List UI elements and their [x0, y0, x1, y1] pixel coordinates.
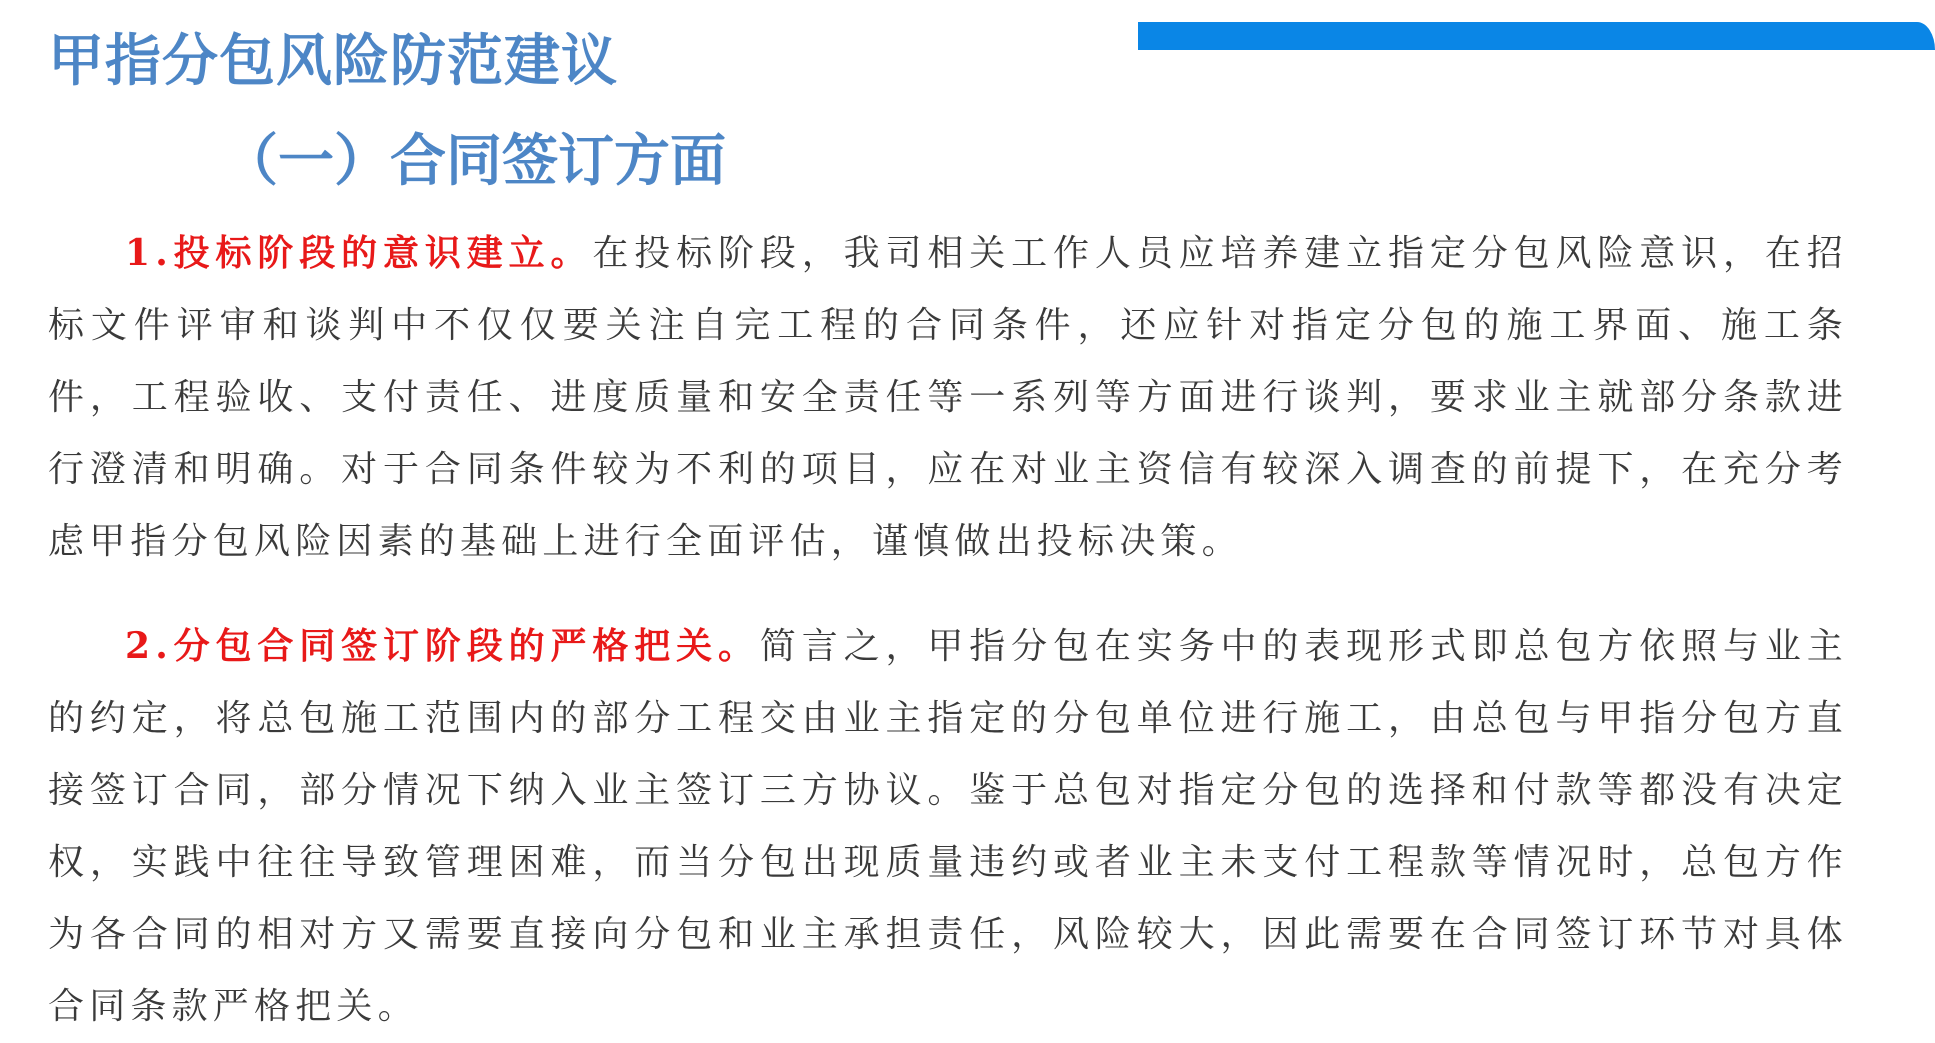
section-heading: （一）合同签订方面 [222, 129, 726, 194]
paragraph-body: 在投标阶段，我司相关工作人员应培养建立指定分包风险意识，在招标文件评审和谈判中不仅仅要关注自完工程的合同条件，还应针对指定分包的施工界面、施工条件，工程验收、支付责任、进度质量和安全责任等一系列等方面进行谈判，要求业主就部分条款进行澄清和明确。对于合同条件较为不利的项目，应在对业主资信有较深入调查的前提下，在充分考虑甲指分包风险因素的基础上进行全面评估，谨慎做出投标决策。 [48, 233, 1848, 562]
paragraph-bidding-stage [48, 217, 1848, 578]
paragraph-lead: 1.投标阶段的意识建立。 [125, 232, 593, 274]
page-title: 甲指分包风险防范建议 [48, 29, 618, 94]
header-accent-bar [1138, 22, 1935, 50]
paragraph-contract-signing [48, 610, 1848, 1043]
paragraph-lead: 2.分包合同签订阶段的严格把关。 [125, 625, 760, 667]
paragraph-body: 简言之，甲指分包在实务中的表现形式即总包方依照与业主的约定，将总包施工范围内的部分工程交由业主指定的分包单位进行施工，由总包与甲指分包方直接签订合同，部分情况下纳入业主签订三方协议。鉴于总包对指定分包的选择和付款等都没有决定权，实践中往往导致管理困难，而当分包出现质量违约或者业主未支付工程款等情况时，总包方作为各合同的相对方又需要直接向分包和业主承担责任，风险较大，因此需要在合同签订环节对具体合同条款严格把关。 [48, 626, 1848, 1027]
